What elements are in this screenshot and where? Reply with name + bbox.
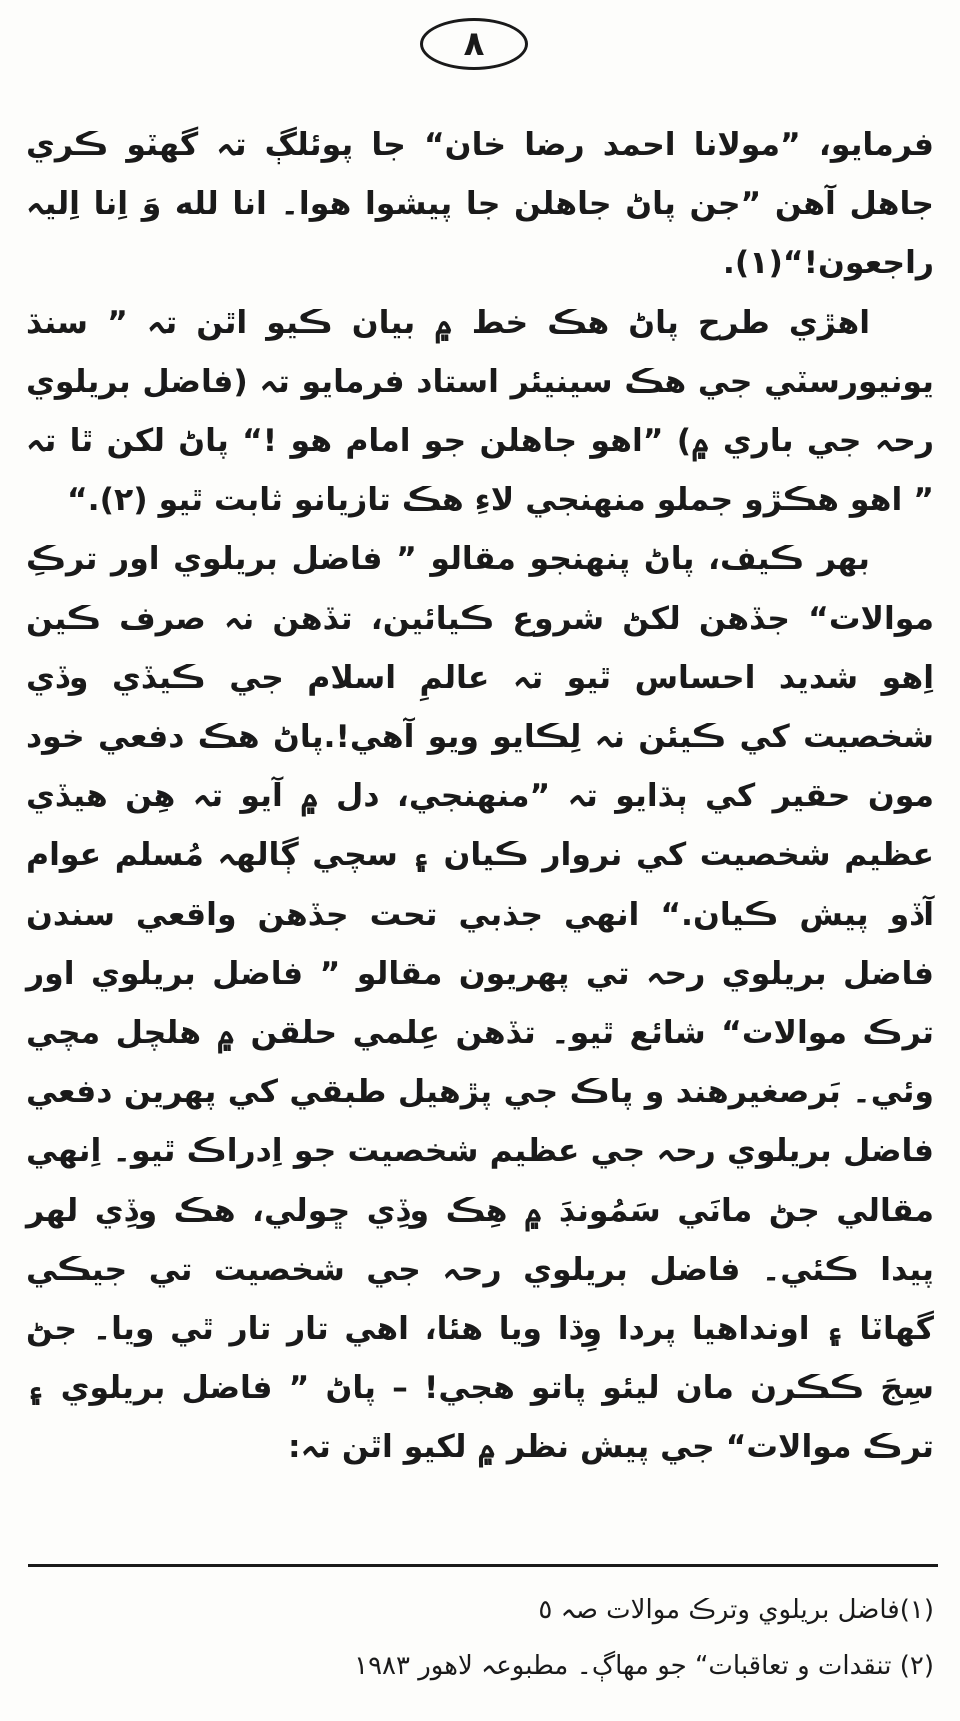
page-number <box>420 18 528 70</box>
paragraph-3: بهر ڪيف، پاڻ پنهنجو مقالو ” فاضل بريلوي اور ترڪِ موالات“ جڏهن لکڻ شروع ڪيائين، تڏهن نہ صرف ڪين اِهو شديد احساس ٿيو تہ عالمِ اسلام جي ڪيڏي وڏي شخصيت کي ڪيئن نہ لِڪايو ويو آهي!.پاڻ هڪ دفعي خود مون حقير کي ٻڌايو تہ ”منهنجي، دل ۾ آيو تہ هِن هيڏي عظيم شخصيت کي نروار ڪيان ۽ سچي ڳالهہ مُسلم عوام آڏو پيش ڪيان.“ انهي جذبي تحت جڏهن واقعي سندن فاضل بريلوي رحہ تي پهريون مقالو ” فاضل بريلوي اور ترڪ موالات“ شائع ٿيو۔ تڏهن عِلمي حلقن ۾ هلچل مچي وئي۔ بَرصغيرهند و پاڪ جي پڙهيل طبقي کي پهرين دفعي فاضل بريلوي رحہ جي عظيم شخصيت جو اِدراڪ ٿيو۔ اِنهي مقالي جڻ مانَي سَمُونڊَ ۾ هِڪ وڏِي ڇولي، هڪ وڏِي لهر پيدا ڪئي۔ فاضل بريلوي رحہ جي شخصيت تي جيڪي گهاٽا ۽ اونداهيا پردا وِڌا ويا هئا، اهي تار تار ٿي ويا۔ جڻ سِجَ ڪڪرن مان ليئو پاتو هجي! – پاڻ ” فاضل بريلوي ۽ ترڪ موالات“ جي پيش نظر ۾ لکيو اٿن تہ: <box>26 541 934 1466</box>
footnotes <box>26 1582 934 1694</box>
page-number-text: ٨ <box>463 24 485 64</box>
footnote-separator <box>28 1564 938 1567</box>
footnote-2: (٢) تنقدات و تعاقبات“ جو مهاڳ۔ مطبوعہ لاهور ١٩٨٣ <box>354 1651 934 1681</box>
paragraph-1: فرمايو، ”مولانا احمد رضا خان“ جا پوئلڳ تہ گھٽو ڪري جاهل آهن ”جن پاڻ جاهلن جا پيشوا هوا۔ انا لله وَ اِنا اِليہ راجعون!“(١). <box>26 127 934 282</box>
paragraph-2: اهڙي طرح پاڻ هڪ خط ۾ بيان ڪيو اٿن تہ ” سنڌ يونيورسٽي جي هڪ سينيئر استاد فرمايو تہ (فاضل بريلوي رحہ جي باري ۾) ”اهو جاهلن جو امام هو !“ پاڻ لکن ٿا تہ ” اهو هڪڙو جملو منهنجي لاءِ هڪ تازيانو ثابت ٿيو (٢).“ <box>26 304 934 519</box>
footnote-1: (١)فاضل بريلوي وترڪ موالات صہ ٥ <box>538 1595 934 1625</box>
body-text <box>26 116 934 1478</box>
